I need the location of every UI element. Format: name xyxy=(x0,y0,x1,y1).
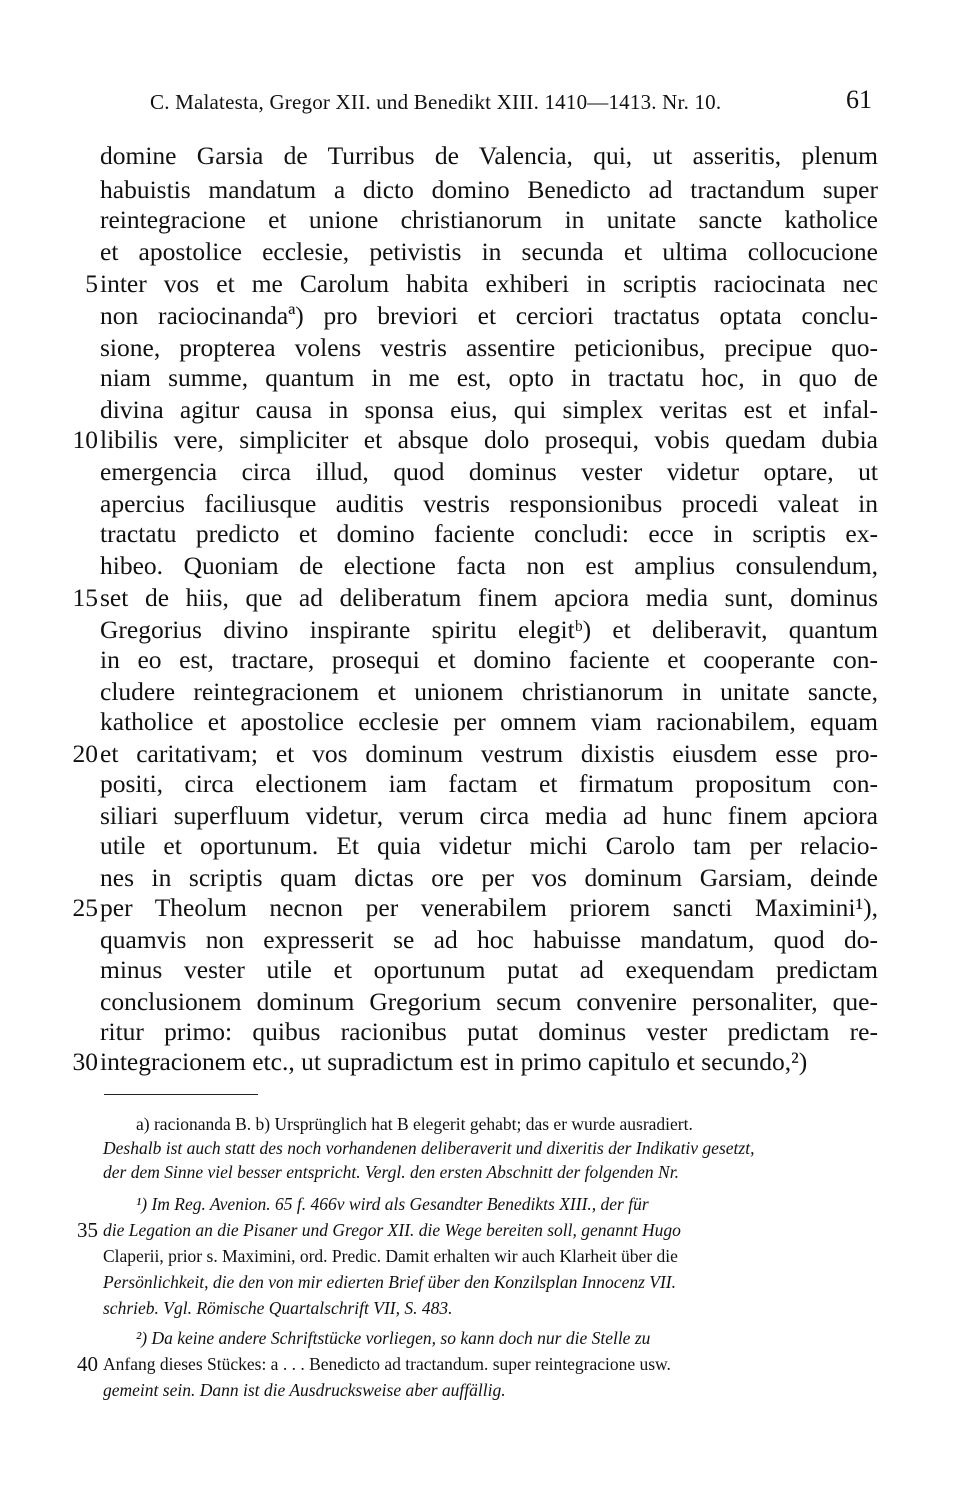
footnote-line: ¹) Im Reg. Avenion. 65 f. 466v wird als Gesandter Benedikts XIII., der für xyxy=(136,1194,649,1214)
footnote-separator xyxy=(104,1094,258,1095)
footnote-line: Claperii, prior s. Maximini, ord. Predic. Damit erhalten wir auch Klarheit über die xyxy=(103,1246,678,1266)
text-line: emergencia circa illud, quod dominus vester videtur optare, ut xyxy=(100,457,878,486)
text-line: ritur primo: quibus racionibus putat dominus vester predictam re- xyxy=(100,1017,878,1046)
text-line: non raciocinandaª) pro breviori et cerciori tractatus optata conclu- xyxy=(100,301,878,330)
margin-line-number: 35 xyxy=(77,1218,98,1242)
text-line: sione, propterea volens vestris assentire peticionibus, precipue quo- xyxy=(100,333,878,362)
margin-line-number: 15 xyxy=(72,583,98,612)
footnote-line: Anfang dieses Stückes: a . . . Benedicto ad tractandum. super reintegracione usw. xyxy=(103,1354,671,1374)
margin-line-number: 25 xyxy=(72,893,98,922)
text-line: habuistis mandatum a dicto domino Benedicto ad tractandum super xyxy=(100,175,878,204)
text-line: set de hiis, que ad deliberatum finem apciora media sunt, dominus xyxy=(100,583,878,612)
text-line: katholice et apostolice ecclesie per omnem viam racionabilem, equam xyxy=(100,707,878,736)
text-line: inter vos et me Carolum habita exhiberi in scriptis raciocinata nec xyxy=(100,269,878,298)
margin-line-number: 20 xyxy=(72,739,98,768)
text-line: cludere reintegracionem et unionem christianorum in unitate sancte, xyxy=(100,677,878,706)
text-line: hibeo. Quoniam de electione facta non est amplius consulendum, xyxy=(100,551,878,580)
footnote-line: die Legation an die Pisaner und Gregor XII. die Wege bereiten soll, genannt Hugo xyxy=(103,1220,681,1240)
footnote-line: Deshalb ist auch statt des noch vorhandenen deliberaverit und dixeritis der Indikativ gesetzt, xyxy=(103,1138,755,1158)
text-line: in eo est, tractare, prosequi et domino faciente et cooperante con- xyxy=(100,645,878,674)
text-line: apercius faciliusque auditis vestris responsionibus procedi valeat in xyxy=(100,489,878,518)
text-line: tractatu predicto et domino faciente concludi: ecce in scriptis ex- xyxy=(100,519,878,548)
footnote-line: Persönlichkeit, die den von mir edierten Brief über den Konzilsplan Innocenz VII. xyxy=(103,1272,676,1292)
margin-line-number: 30 xyxy=(72,1047,98,1076)
text-line: libilis vere, simpliciter et absque dolo prosequi, vobis quedam dubia xyxy=(100,425,878,454)
text-line: niam summe, quantum in me est, opto in tractatu hoc, in quo de xyxy=(100,363,878,392)
text-line: reintegracione et unione christianorum in unitate sancte katholice xyxy=(100,205,878,234)
footnote-line: gemeint sein. Dann ist die Ausdrucksweise aber auffällig. xyxy=(103,1380,506,1400)
running-header: C. Malatesta, Gregor XII. und Benedikt XIII. 1410—1413. Nr. 10. xyxy=(150,90,722,114)
text-line: siliari superfluum videtur, verum circa media ad hunc finem apciora xyxy=(100,801,878,830)
text-line: positi, circa electionem iam factam et firmatum propositum con- xyxy=(100,769,878,798)
page-number: 61 xyxy=(846,85,872,114)
footnote-line: schrieb. Vgl. Römische Quartalschrift VII, S. 483. xyxy=(103,1298,453,1318)
text-line: et caritativam; et vos dominum vestrum dixistis eiusdem esse pro- xyxy=(100,739,878,768)
text-line: divina agitur causa in sponsa eius, qui simplex veritas est et infal- xyxy=(100,395,878,424)
margin-line-number: 10 xyxy=(72,425,98,454)
text-line: Gregorius divino inspirante spiritu elegitᵇ) et deliberavit, quantum xyxy=(100,615,878,644)
footnote-line: ²) Da keine andere Schriftstücke vorliegen, so kann doch nur die Stelle zu xyxy=(136,1328,651,1348)
text-line: quamvis non expresserit se ad hoc habuisse mandatum, quod do- xyxy=(100,925,878,954)
footnote-line: der dem Sinne viel besser entspricht. Vergl. den ersten Abschnitt der folgenden Nr. xyxy=(103,1162,679,1182)
text-line: minus vester utile et oportunum putat ad exequendam predictam xyxy=(100,955,878,984)
text-line: et apostolice ecclesie, petivistis in secunda et ultima collocucione xyxy=(100,237,878,266)
margin-line-number: 5 xyxy=(85,269,98,298)
text-line: per Theolum necnon per venerabilem priorem sancti Maximini¹), xyxy=(100,893,878,922)
footnote-line: a) racionanda B. b) Ursprünglich hat B elegerit gehabt; das er wurde ausradiert. xyxy=(136,1114,693,1134)
text-line: conclusionem dominum Gregorium secum convenire personaliter, que- xyxy=(100,987,878,1016)
text-line: domine Garsia de Turribus de Valencia, qui, ut asseritis, plenum xyxy=(100,141,878,170)
text-line: integracionem etc., ut supradictum est in primo capitulo et secundo,²) xyxy=(100,1047,808,1076)
margin-line-number: 40 xyxy=(77,1352,98,1376)
text-line: nes in scriptis quam dictas ore per vos dominum Garsiam, deinde xyxy=(100,863,878,892)
text-line: utile et oportunum. Et quia videtur michi Carolo tam per relacio- xyxy=(100,831,878,860)
